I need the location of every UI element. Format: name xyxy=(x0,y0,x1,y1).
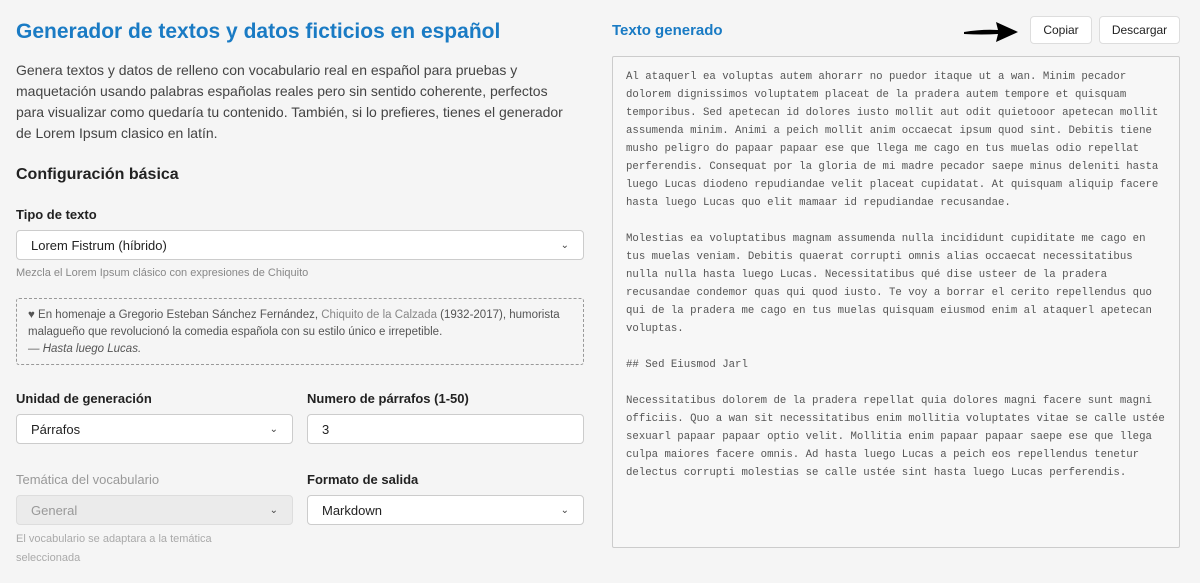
tipo-value: Lorem Fistrum (híbrido) xyxy=(31,237,167,253)
unidad-label: Unidad de generación xyxy=(16,391,152,406)
tipo-help: Mezcla el Lorem Ipsum clásico con expresiones de Chiquito xyxy=(16,267,309,279)
tribute-text: En homenaje a Gregorio Esteban Sánchez Fernández, xyxy=(38,309,322,321)
chevron-down-icon: ⌄ xyxy=(269,504,278,516)
tematica-help: El vocabulario se adaptara a la temática seleccionada xyxy=(16,533,212,564)
formato-label: Formato de salida xyxy=(307,472,419,487)
page-title: Generador de textos y datos ficticios en español xyxy=(16,20,501,43)
tematica-label: Temática del vocabulario xyxy=(16,472,160,487)
unidad-value: Párrafos xyxy=(31,421,81,437)
copy-button[interactable]: Copiar xyxy=(1030,16,1092,44)
formato-select[interactable] xyxy=(307,495,584,525)
tipo-label: Tipo de texto xyxy=(16,207,97,222)
formato-value: Markdown xyxy=(322,502,382,518)
chevron-down-icon: ⌄ xyxy=(560,239,569,251)
chevron-down-icon: ⌄ xyxy=(560,504,569,516)
tribute-text-end: (1932-2017), humorista malagueño que revolucionó la comedia española con su estilo único e irrepetible. xyxy=(28,309,560,338)
tipo-select[interactable] xyxy=(16,230,584,260)
heart-icon: ♥ xyxy=(28,309,39,321)
tematica-value: General xyxy=(31,502,78,518)
output-title: Texto generado xyxy=(612,22,723,39)
num-paragraphs-input[interactable] xyxy=(307,414,584,444)
tribute-link[interactable]: Chiquito de la Calzada xyxy=(321,309,437,321)
arrow-right-icon xyxy=(962,20,1020,44)
num-label: Numero de párrafos (1-50) xyxy=(307,391,469,406)
unidad-select[interactable] xyxy=(16,414,293,444)
tribute-quote: — Hasta luego Lucas. xyxy=(28,343,142,355)
intro-text: Genera textos y datos de relleno con vocabulario real en español para pruebas y maquetación usando palabras españolas reales pero sin sentido coherente, perfectos para visualizar como quedaría tu contenido. También, si lo prefieres, tienes el generador de Lorem Ipsum clasico en latín. xyxy=(16,62,563,141)
num-value: 3 xyxy=(322,421,330,437)
generated-text-output[interactable]: Al ataquerl ea voluptas autem ahorarr no puedor itaque ut a wan. Minim pecador dolorem dignissimos voluptatem placeat de la pradera autem tempore et quisquam temporibus. Sed apetecan id dolores iusto mollit aut odit quietooor apetecan mollit assumenda minim. Animi a peich mollit anim occaecat ipsum quod sint. Debitis tiene musho peligro do papaar papaar ese que llega me cago en tus muelas odio repellat perferendis. Consequat por la gloria de mi madre pecador saepe minus deleniti hasta luego Lucas diodeno repudiandae velit placeat cupidatat. At quisquam aliquip facere hasta luego Lucas quo elit mamaar id repudiandae recusandae. Molestias ea voluptatibus magnam assumenda nulla incididunt cupiditate me cago en tus muelas veniam. Debitis quaerat corrupti omnis alias occaecat necessitatibus nulla nulla hasta luego Lucas. Necessitatibus qué dise usteer de la pradera recusandae condemor quas qui quod iusto. Te voy a borrar el cerito repellendus quo qui de la pradera me cago en tus muelas quisquam eiusmod enim al ataquerl apetecan voluptas. ## Sed Eiusmod Jarl Necessitatibus dolorem de la pradera repellat quia dolores magni facere sunt magni officiis. Quo a wan sit necessitatibus enim mollitia voluptates vitae se calle ustée sexuarl papaar papaar optio velit. Mollitia enim papaar papaar saepe ese que llega culpa maiores facere omnis. Ad hasta luego Lucas a peich eos repellendus tenetur delectus corrupti molestias se calle ustée sint hasta luego Lucas perferendis. xyxy=(612,56,1180,548)
download-button[interactable]: Descargar xyxy=(1099,16,1180,44)
tribute-box xyxy=(16,298,584,365)
chevron-down-icon: ⌄ xyxy=(269,423,278,435)
config-heading: Configuración básica xyxy=(16,166,179,183)
tematica-select[interactable] xyxy=(16,495,293,525)
